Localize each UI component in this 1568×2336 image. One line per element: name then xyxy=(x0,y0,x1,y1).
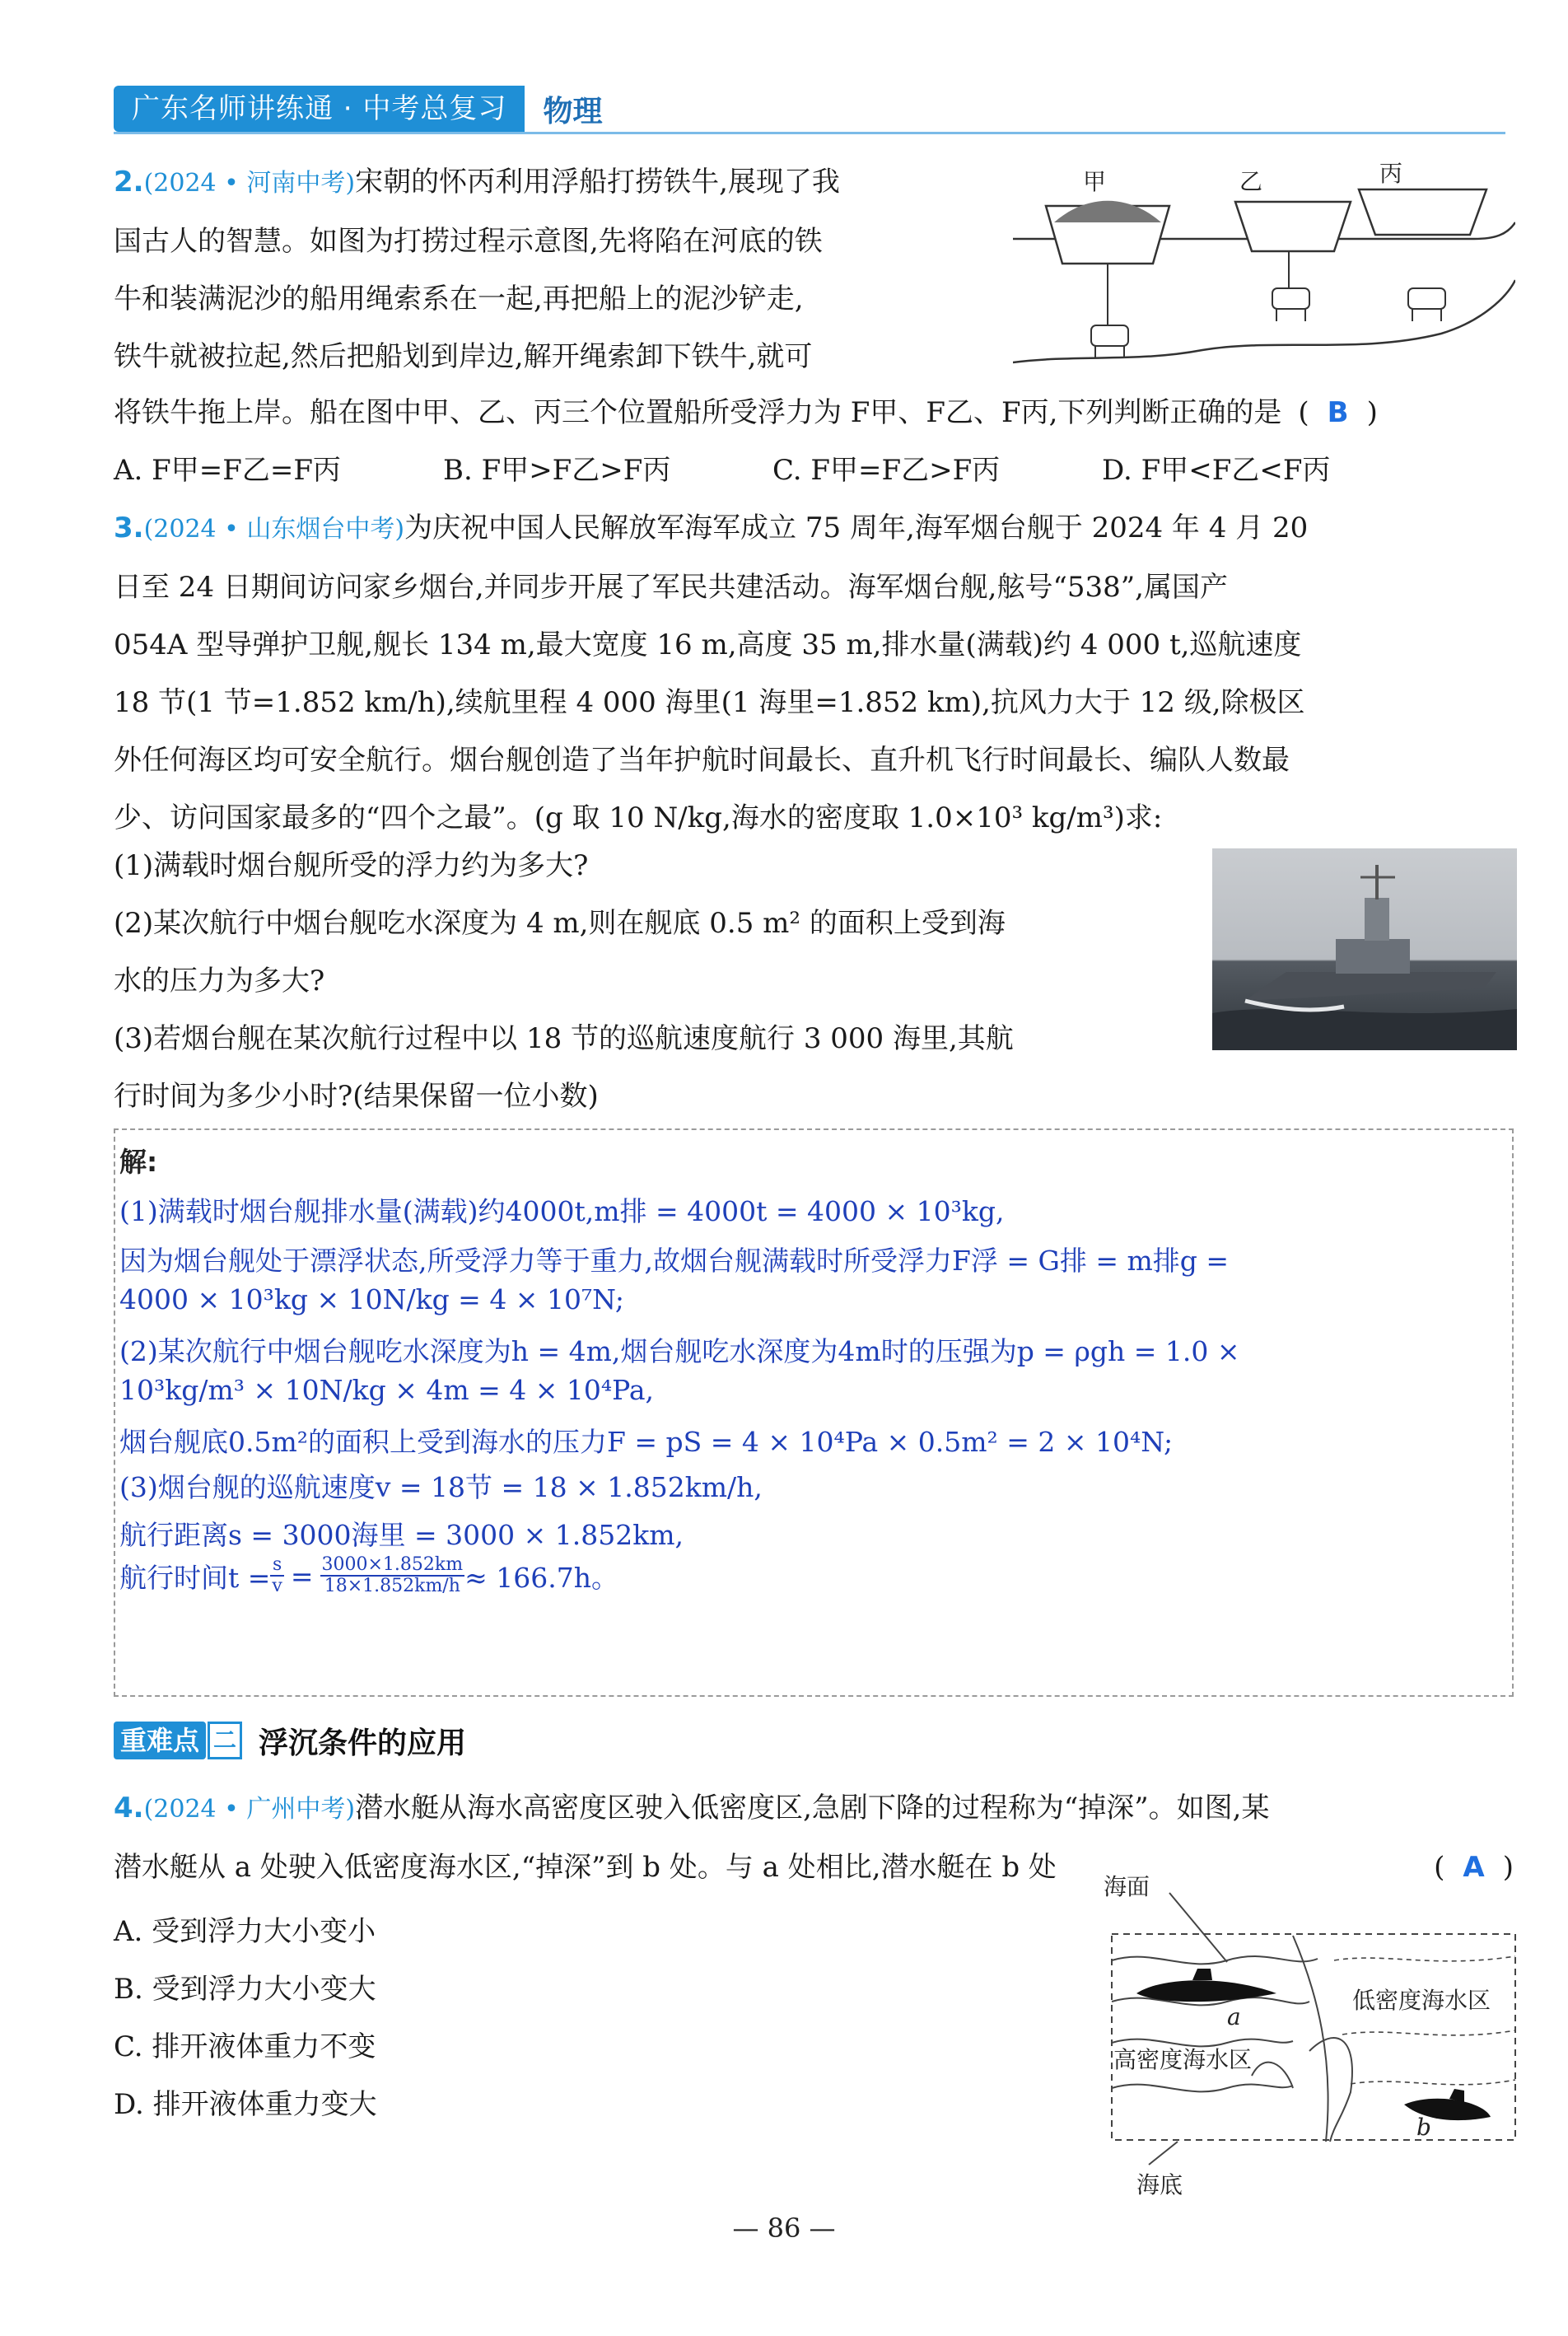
fraction-s-over-v: $\frac{s}{v}$ xyxy=(272,1554,282,1596)
section-title: 浮沉条件的应用 xyxy=(259,1726,467,1760)
solution-label: 解: xyxy=(119,1146,158,1178)
q2-line-3: 牛和装满泥沙的船用绳索系在一起,再把船上的泥沙铲走, xyxy=(114,283,804,315)
question-number: 4. xyxy=(114,1792,144,1824)
question-number: 2. xyxy=(114,166,144,199)
q3-line-5: 外任何海区均可安全航行。烟台舰创造了当年护航时间最长、直升机飞行时间最长、编队人数最 xyxy=(114,744,1290,777)
boats-figure xyxy=(1013,157,1515,371)
label-sea-bottom: 海底 xyxy=(1136,2171,1183,2198)
label-sea-surface: 海面 xyxy=(1104,1873,1150,1900)
question-number: 3. xyxy=(114,512,144,544)
q2-answer: B xyxy=(1327,396,1349,429)
q3-sub-1: (1)满载时烟台舰所受的浮力约为多大? xyxy=(114,849,589,882)
q2-line-1 xyxy=(114,153,1028,213)
q4-options xyxy=(114,1903,377,2133)
question-text: 为庆祝中国人民解放军海军成立 75 周年,海军烟台舰于 2024 年 4 月 20 xyxy=(404,512,1309,544)
q3-sub-2: (2)某次航行中烟台舰吃水深度为 4 m,则在舰底 0.5 m² 的面积上受到海 xyxy=(114,907,1006,940)
solution-line-4: (2)某次航行中烟台舰吃水深度为h = 4m,烟台舰吃水深度为4m时的压强为p = ρgh = 1.0 × xyxy=(119,1335,1240,1367)
question-source: (2024 • 河南中考) xyxy=(143,169,356,198)
subject-title: 物理 xyxy=(543,94,603,128)
header-divider xyxy=(114,132,1505,134)
question-source: (2024 • 山东烟台中考) xyxy=(143,515,405,544)
warship-photo xyxy=(1212,848,1517,1050)
q2-line-5: 将铁牛拖上岸。船在图中甲、乙、丙三个位置船所受浮力为 F甲、F乙、F丙,下列判断正确的是 xyxy=(114,396,1282,429)
submarine-figure xyxy=(1087,1870,1524,2199)
label-b: b xyxy=(1416,2114,1431,2141)
solution-line-8: 航行距离s = 3000海里 = 3000 × 1.852km, xyxy=(119,1519,684,1551)
question-text: 宋朝的怀丙利用浮船打捞铁牛,展现了我 xyxy=(355,166,840,199)
q3-line-1 xyxy=(114,499,1505,558)
q3-line-4: 18 节(1 节=1.852 km/h),续航里程 4 000 海里(1 海里=1.852 km),抗风力大于 12 级,除极区 xyxy=(114,686,1305,719)
q4-line-2: 潜水艇从 a 处驶入低密度海水区,“掉深”到 b 处。与 a 处相比,潜水艇在 b 处 ( A ) xyxy=(114,1851,1514,1884)
solution-line-5: 10³kg/m³ × 10N/kg × 4m = 4 × 10⁴Pa, xyxy=(119,1374,654,1406)
q2-line-2: 国古人的智慧。如图为打捞过程示意图,先将陷在河底的铁 xyxy=(114,225,823,258)
q3-sub-2b: 水的压力为多大? xyxy=(114,965,325,997)
label-a: a xyxy=(1227,2003,1241,2030)
fraction-time: $\frac{3000\times 1.852km}{18\times 1.852km/h}$ xyxy=(321,1554,464,1596)
q4-option-d: D. 排开液体重力变大 xyxy=(114,2088,377,2121)
q4-option-b: B. 受到浮力大小变大 xyxy=(114,1973,376,2006)
label-jia: 甲 xyxy=(1083,168,1107,195)
q4-option-a: A. 受到浮力大小变小 xyxy=(114,1915,376,1948)
q4-line-1 xyxy=(114,1779,1514,1838)
q3-line-6: 少、访问国家最多的“四个之最”。(g 取 10 N/kg,海水的密度取 1.0×10³ kg/m³)求: xyxy=(114,801,1163,834)
solution-line-1: (1)满载时烟台舰排水量(满载)约4000t,m排 = 4000t = 4000 × 10³kg, xyxy=(119,1195,1005,1227)
label-bing: 丙 xyxy=(1379,160,1403,187)
q2-option-d: D. F甲<F乙<F丙 xyxy=(1102,454,1331,487)
q4-answer: A xyxy=(1463,1851,1485,1884)
solution-line-9: 航行时间t = $\frac{s}{v}$ = $\frac{3000\times 1.852km}{18\times 1.852km/h}$ ≈ 166.7h。 xyxy=(119,1554,618,1596)
question-3 xyxy=(114,499,1505,847)
q2-options xyxy=(114,442,1505,499)
question-2 xyxy=(114,153,1028,385)
q3-sub-3b: 行时间为多少小时?(结果保留一位小数) xyxy=(114,1080,599,1113)
label-high-density: 高密度海水区 xyxy=(1113,2046,1253,2073)
q3-line-2: 日至 24 日期间访问家乡烟台,并同步开展了军民共建活动。海军烟台舰,舷号“538”,属国产 xyxy=(114,571,1228,604)
q2-stem-end: 将铁牛拖上岸。船在图中甲、乙、丙三个位置船所受浮力为 F甲、F乙、F丙,下列判断正确的是 ( B ) xyxy=(114,396,1378,429)
solution-line-7: (3)烟台舰的巡航速度v = 18节 = 18 × 1.852km/h, xyxy=(119,1471,763,1503)
page-number: — 86 — xyxy=(732,2212,836,2244)
question-source: (2024 • 广州中考) xyxy=(143,1795,356,1824)
solution-line-2: 因为烟台舰处于漂浮状态,所受浮力等于重力,故烟台舰满载时所受浮力F浮 = G排 = m排g = xyxy=(119,1245,1230,1277)
section-number: 二 xyxy=(208,1722,242,1759)
solution-line-6: 烟台舰底0.5m²的面积上受到海水的压力F = pS = 4 × 10⁴Pa × 0.5m² = 2 × 10⁴N; xyxy=(119,1426,1174,1458)
question-text: 潜水艇从海水高密度区驶入低密度区,急剧下降的过程称为“掉深”。如图,某 xyxy=(355,1792,1270,1824)
q3-subquestions xyxy=(114,837,1201,1125)
q3-line-3: 054A 型导弹护卫舰,舰长 134 m,最大宽度 16 m,高度 35 m,排水量(满载)约 4 000 t,巡航速度 xyxy=(114,628,1302,661)
q2-option-b: B. F甲>F乙>F丙 xyxy=(443,454,671,487)
section-heading xyxy=(114,1720,466,1761)
page-header xyxy=(114,86,602,132)
book-series-title: 广东名师讲练通 · 中考总复习 xyxy=(114,86,525,132)
q4-option-c: C. 排开液体重力不变 xyxy=(114,2030,376,2063)
q3-sub-3: (3)若烟台舰在某次航行过程中以 18 节的巡航速度航行 3 000 海里,其航 xyxy=(114,1022,1014,1055)
solution-line-3: 4000 × 10³kg × 10N/kg = 4 × 10⁷N; xyxy=(119,1283,624,1315)
q2-line-4: 铁牛就被拉起,然后把船划到岸边,解开绳索卸下铁牛,就可 xyxy=(114,340,813,373)
section-tag: 重难点 xyxy=(114,1722,206,1759)
label-yi: 乙 xyxy=(1239,168,1263,195)
q2-option-c: C. F甲=F乙>F丙 xyxy=(772,454,1001,487)
q2-option-a: A. F甲=F乙=F丙 xyxy=(114,454,341,487)
label-low-density: 低密度海水区 xyxy=(1352,1987,1491,2014)
